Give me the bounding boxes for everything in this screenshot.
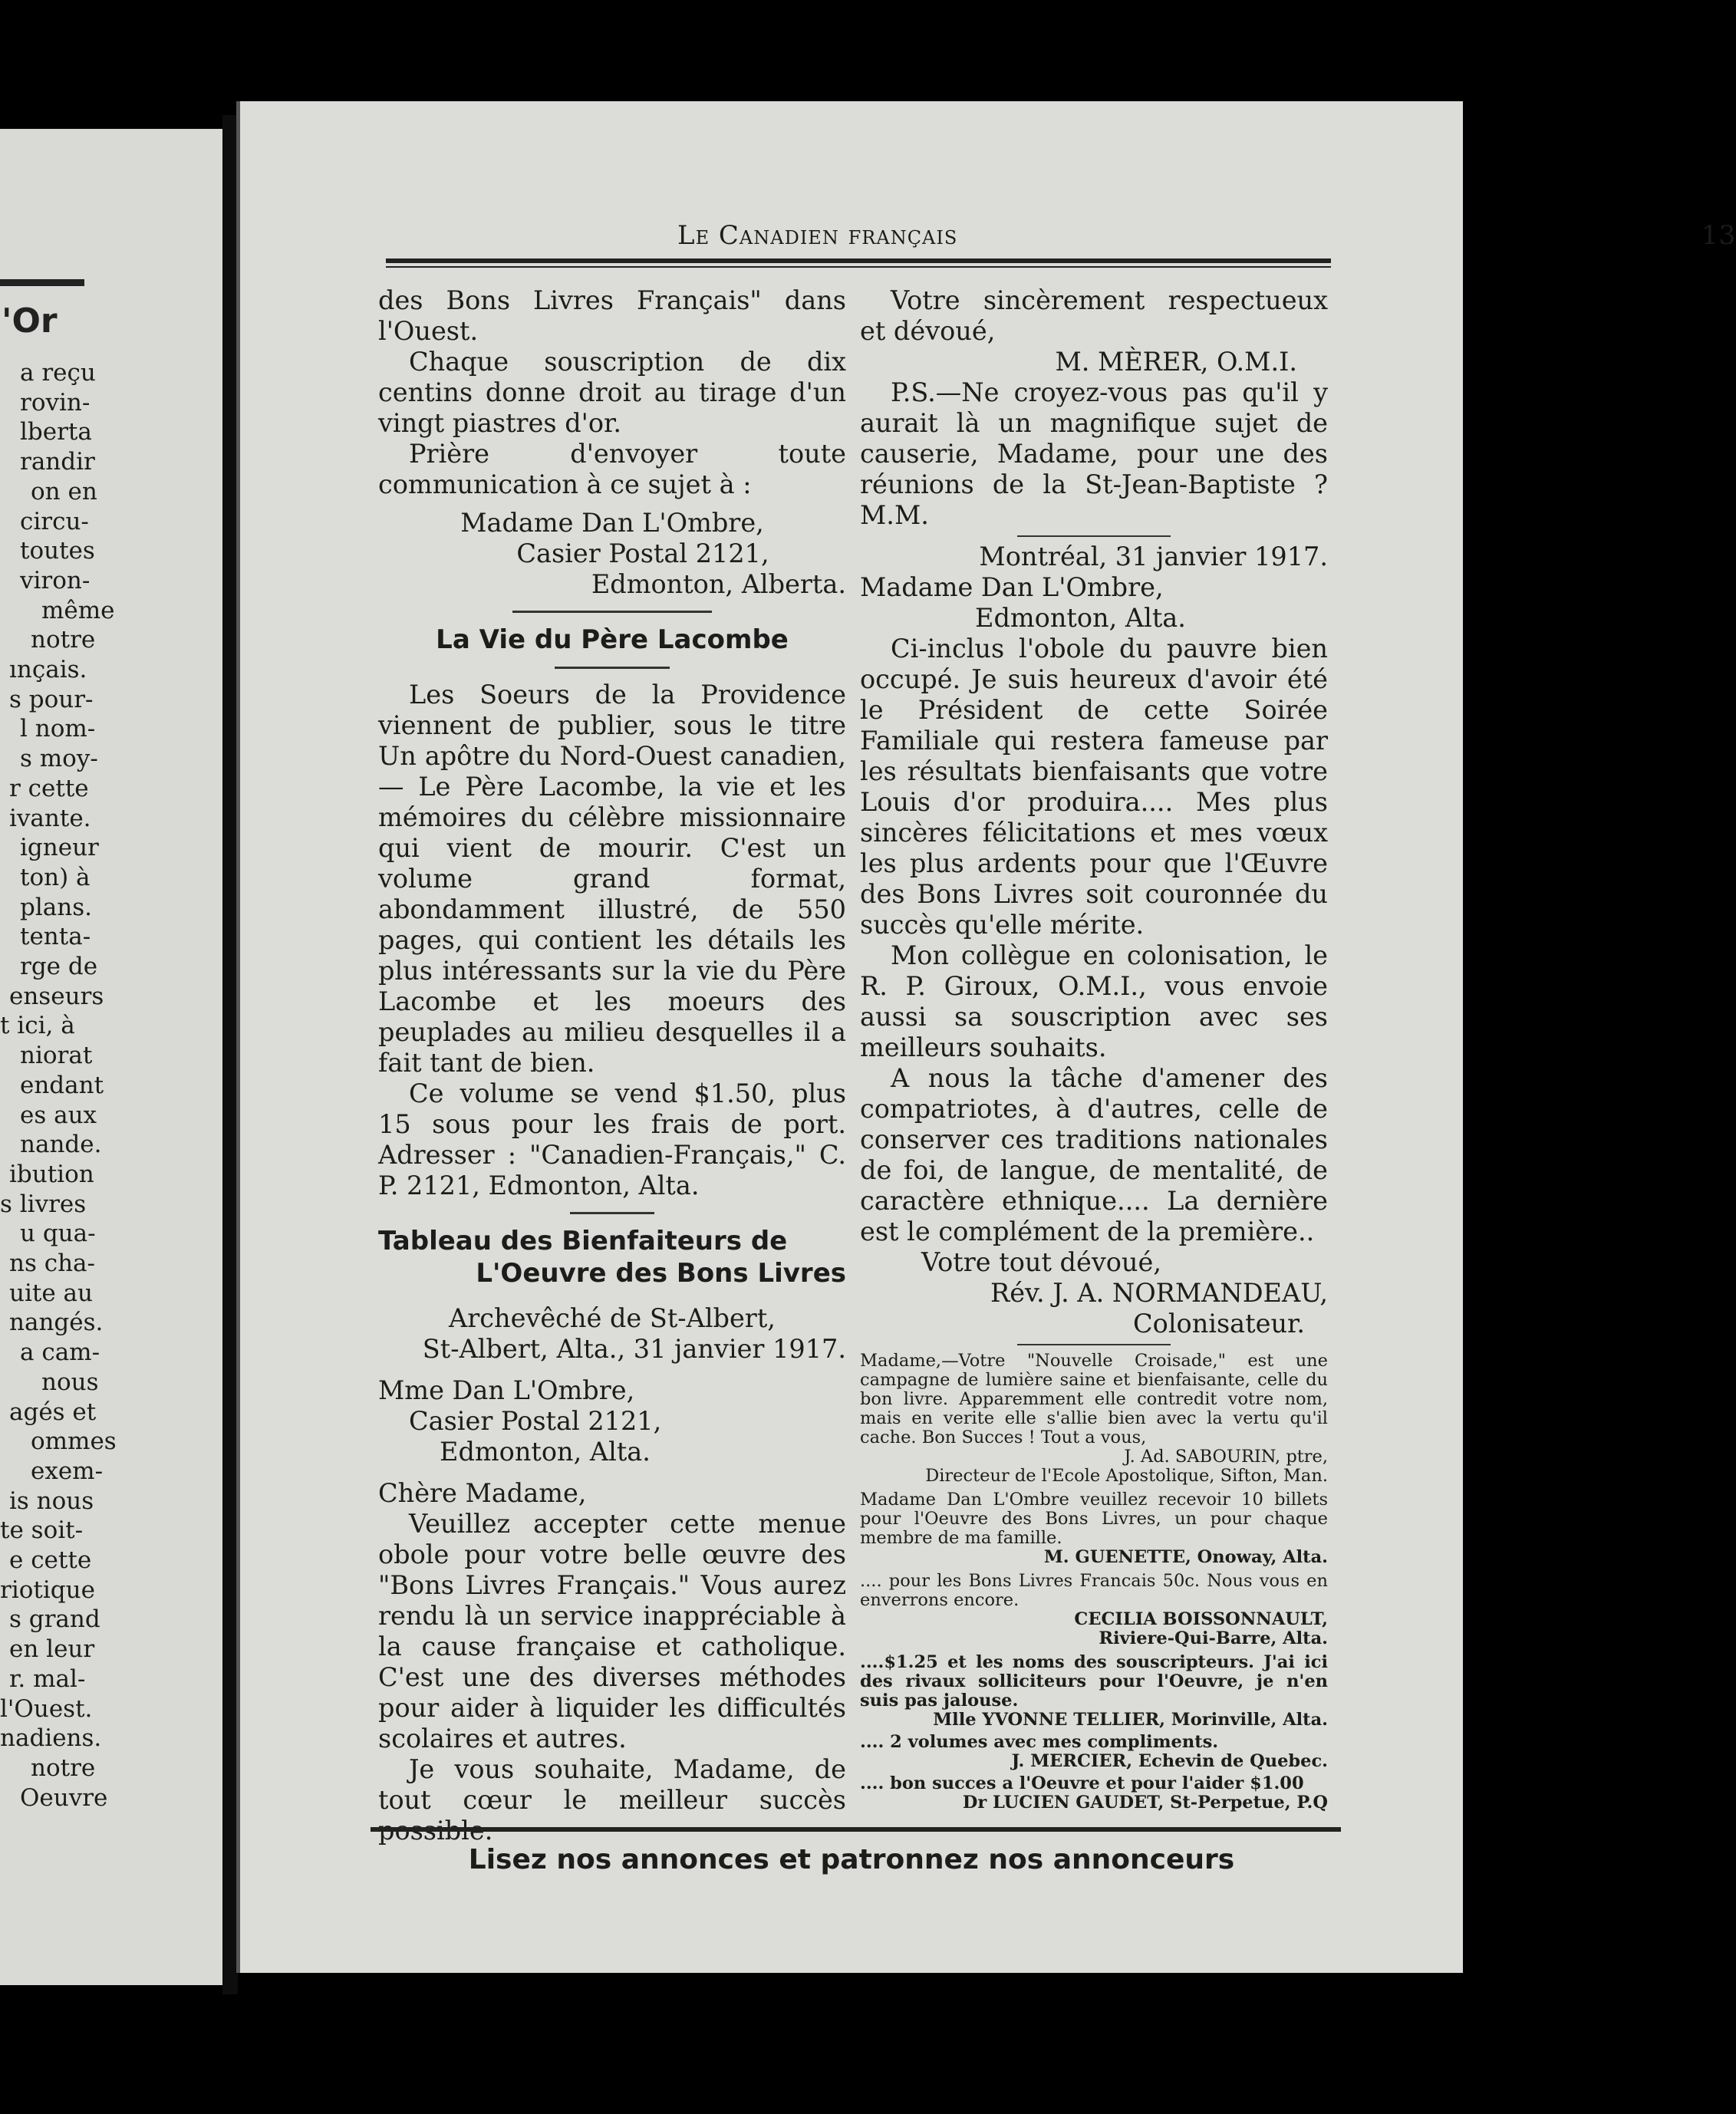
facing-page-line: riotique — [0, 1576, 95, 1604]
address-line: Madame Dan L'Ombre, — [460, 508, 764, 538]
paragraph: Mon collègue en colonisation, le R. P. Giroux, O.M.I., vous envoie aussi sa souscription avec ses meilleurs souhaits. — [860, 940, 1328, 1062]
section-heading: L'Oeuvre des Bons Livres — [476, 1258, 846, 1289]
facing-page-line: rge de — [20, 953, 98, 980]
paragraph: Ce volume se vend $1.50, plus 15 sous pour les frais de port. Adresser : "Canadien-Français," C. P. 2121, Edmonton, Alta. — [378, 1078, 846, 1200]
header-rule — [386, 258, 1331, 263]
recipient: Casier Postal 2121, — [409, 1406, 662, 1436]
subscriber-signature: Riviere-Qui-Barre, Alta. — [1099, 1628, 1328, 1648]
facing-page-line: enseurs — [9, 982, 104, 1010]
facing-page-line: r cette — [9, 774, 89, 802]
subscriber-note: .... bon succes a l'Oeuvre et pour l'aider $1.00 — [860, 1773, 1304, 1793]
facing-page-line: ibution — [9, 1160, 94, 1188]
facing-page-line: s pour- — [9, 685, 94, 713]
facing-page-line: t ici, à — [0, 1012, 75, 1040]
facing-page-line: a cam- — [20, 1339, 100, 1367]
facing-page-line: s grand — [9, 1605, 100, 1634]
facing-page-line: Oeuvre — [20, 1783, 108, 1812]
closing: Votre tout dévoué, — [921, 1247, 1161, 1277]
paragraph: Chaque souscription de dix centins donne droit au tirage d'un vingt piastres d'or. — [378, 347, 846, 438]
facing-page-line: ivante. — [9, 804, 91, 832]
subscriber-signature: Directeur de l'Ecole Apostolique, Sifton, Man. — [925, 1466, 1328, 1486]
facing-page-line: is nous — [9, 1487, 94, 1515]
paragraph: A nous la tâche d'amener des compatriotes, à d'autres, celle de conserver ces traditions nationales de foi, de langue, de mentalité, de caractère ethnique.... La dernière est le complément de la première.. — [860, 1063, 1328, 1246]
subscriber-signature: Mlle YVONNE TELLIER, Morinville, Alta. — [933, 1710, 1328, 1730]
facing-page-line: nande. — [20, 1131, 102, 1159]
paragraph: Votre sincèrement respectueux et dévoué, — [860, 285, 1328, 346]
facing-page-line: randir — [20, 448, 95, 476]
recipient: Madame Dan L'Ombre, — [860, 572, 1164, 602]
subscriber-note: Madame Dan L'Ombre veuillez recevoir 10 billets pour l'Oeuvre des Bons Livres, un pour chaque membre de ma famille. — [860, 1490, 1328, 1548]
facing-page-line: uite au — [9, 1279, 93, 1307]
facing-page-line: circu- — [20, 507, 89, 535]
facing-page-line: te soit- — [0, 1516, 84, 1545]
facing-page-line: s moy- — [20, 745, 98, 773]
signature: M. MÈRER, O.M.I. — [1055, 347, 1297, 377]
recipient: Mme Dan L'Ombre, — [378, 1375, 635, 1405]
section-heading: Tableau des Bienfaiteurs de — [378, 1226, 788, 1256]
subscriber-signature: M. GUENETTE, Onoway, Alta. — [1043, 1547, 1328, 1567]
subscriber-note: .... pour les Bons Livres Francais 50c. Nous vous en enverrons encore. — [860, 1571, 1328, 1610]
facing-page-line: on en — [31, 477, 97, 505]
salutation: Chère Madame, — [378, 1478, 587, 1508]
divider — [1017, 1344, 1171, 1345]
facing-page-line: toutes — [20, 537, 95, 565]
facing-page-line: l'Ouest. — [0, 1694, 93, 1723]
signature: Colonisateur. — [1133, 1309, 1305, 1339]
facing-page-line: exem- — [31, 1457, 104, 1485]
footer-slogan: Lisez nos annonces et patronnez nos annonceurs — [468, 1844, 1235, 1875]
section-divider — [555, 667, 670, 669]
facing-page-line: endant — [20, 1071, 104, 1099]
recipient: Edmonton, Alta. — [975, 603, 1186, 633]
paragraph: P.S.—Ne croyez-vous pas qu'il y aurait là un magnifique sujet de causerie, Madame, pour une des réunions de la St-Jean-Baptiste ? M.M. — [860, 377, 1328, 530]
footer-rule — [371, 1827, 1341, 1832]
column-left — [378, 285, 846, 1846]
paragraph: Je vous souhaite, Madame, de tout cœur le meilleur succès — [378, 1754, 846, 1815]
paragraph: Veuillez accepter cette menue obole pour votre belle œuvre des "Bons Livres Français." Vous aurez rendu là un service inappréciable à la cause française et catholique. C'est une des diverses méthodes pour aider à liquider les difficultés scolaires et autres. — [378, 1509, 846, 1753]
recipient: Edmonton, Alta. — [440, 1437, 651, 1467]
facing-page-line: lberta — [20, 418, 92, 446]
page-number: 13 — [1701, 220, 1736, 251]
facing-page-line: ns cha- — [9, 1250, 96, 1277]
facing-page-line: tenta- — [20, 923, 91, 951]
column-right — [860, 285, 1328, 1813]
facing-page-line: nangés. — [9, 1309, 104, 1337]
subscriber-note: Madame,—Votre "Nouvelle Croisade," est une campagne de lumière saine et bienfaisante, celle du bon livre. Apparemment elle contredit votre nom, mais en verite elle s'allie bien avec la vertu qu'il cache. Bon Succes ! Tout a vous, — [860, 1351, 1328, 1447]
paragraph: Prière d'envoyer toute communication à ce sujet à : — [378, 439, 846, 499]
subscriber-note: ....$1.25 et les noms des souscripteurs. J'ai ici des rivaux solliciteurs pour l'Oeuvre, je n'en suis pas jalouse. — [860, 1652, 1328, 1711]
divider — [1017, 535, 1171, 537]
facing-page-line: l nom- — [20, 715, 96, 743]
facing-page-line: e cette — [9, 1546, 92, 1574]
facing-page-line: a reçu — [20, 359, 96, 387]
header-rule-thin — [386, 266, 1331, 268]
facing-page-line: notre — [31, 1753, 96, 1782]
paragraph: Les Soeurs de la Providence viennent de publier, sous le titre Un apôtre du Nord-Ouest canadien,— Le Père Lacombe, la vie et les mémoires du célèbre missionnaire qui vient de mourir. C'est un volume grand format, abondamment illustré, de 550 pages, qui contient les détails les plus intéressants sur la vie du Père Lacombe et les moeurs des peuplades au milieu desquelles il a fait tant de bien. — [378, 680, 846, 1078]
facing-page-line: igneur — [20, 834, 99, 862]
facing-page-line: ınçais. — [9, 656, 87, 683]
section-divider — [512, 611, 712, 613]
dateline: Montréal, 31 janvier 1917. — [979, 542, 1328, 571]
facing-page-fragment — [0, 129, 222, 1985]
facing-page-line: même — [41, 596, 115, 624]
header-title: Le Canadien français — [677, 220, 958, 251]
magazine-page — [236, 101, 1736, 1973]
subscriber-signature: J. MERCIER, Echevin de Quebec. — [1011, 1751, 1328, 1771]
subscriber-signature: J. Ad. SABOURIN, ptre, — [1124, 1447, 1328, 1467]
signature: Rév. J. A. NORMANDEAU, — [990, 1278, 1328, 1308]
facing-page-line: agés et — [9, 1398, 97, 1426]
facing-page-line: nadiens. — [0, 1724, 102, 1753]
facing-page-line: rovin- — [20, 388, 91, 417]
facing-page-line: ton) à — [20, 863, 91, 891]
dateline: Archevêché de St-Albert, — [449, 1303, 776, 1333]
facing-page-line: s livres — [0, 1190, 87, 1218]
section-heading: La Vie du Père Lacombe — [436, 624, 789, 655]
facing-page-line: u qua- — [20, 1220, 96, 1248]
facing-page-line: ommes — [31, 1427, 117, 1456]
address-line: Edmonton, Alberta. — [591, 569, 846, 599]
facing-page-line: plans. — [20, 893, 92, 921]
address-line: Casier Postal 2121, — [516, 538, 769, 568]
facing-page-line: es aux — [20, 1101, 97, 1129]
subscriber-signature: CECILIA BOISSONNAULT, — [1074, 1609, 1328, 1629]
facing-page-rule — [0, 279, 84, 286]
section-divider — [570, 1212, 654, 1214]
facing-page-line: nous — [41, 1368, 99, 1396]
book-gutter — [222, 115, 238, 1994]
facing-page-line: en leur — [9, 1635, 95, 1664]
facing-page-title: 'Or — [2, 301, 58, 341]
facing-page-line: niorat — [20, 1042, 93, 1070]
paragraph: des Bons Livres Français" dans l'Ouest. — [378, 285, 846, 346]
facing-page-line: r. mal- — [9, 1665, 86, 1693]
subscriber-note: .... 2 volumes avec mes compliments. — [860, 1732, 1219, 1752]
dateline: St-Albert, Alta., 31 janvier 1917. — [422, 1334, 846, 1364]
paragraph: Ci-inclus l'obole du pauvre bien occupé. Je suis heureux d'avoir été le Président de cette Soirée Familiale qui restera fameuse par les résultats bienfaisants que votre Louis d'or produira.... Mes plus sincères félicitations et mes vœux les plus ardents pour que l'Œuvre des Bons Livres soit couronnée du succès qu'elle mérite. — [860, 634, 1328, 940]
subscriber-signature: Dr LUCIEN GAUDET, St-Perpetue, P.Q — [962, 1793, 1328, 1813]
facing-page-line: notre — [31, 626, 96, 654]
running-header — [677, 220, 1736, 251]
facing-page-line: viron- — [20, 566, 91, 594]
